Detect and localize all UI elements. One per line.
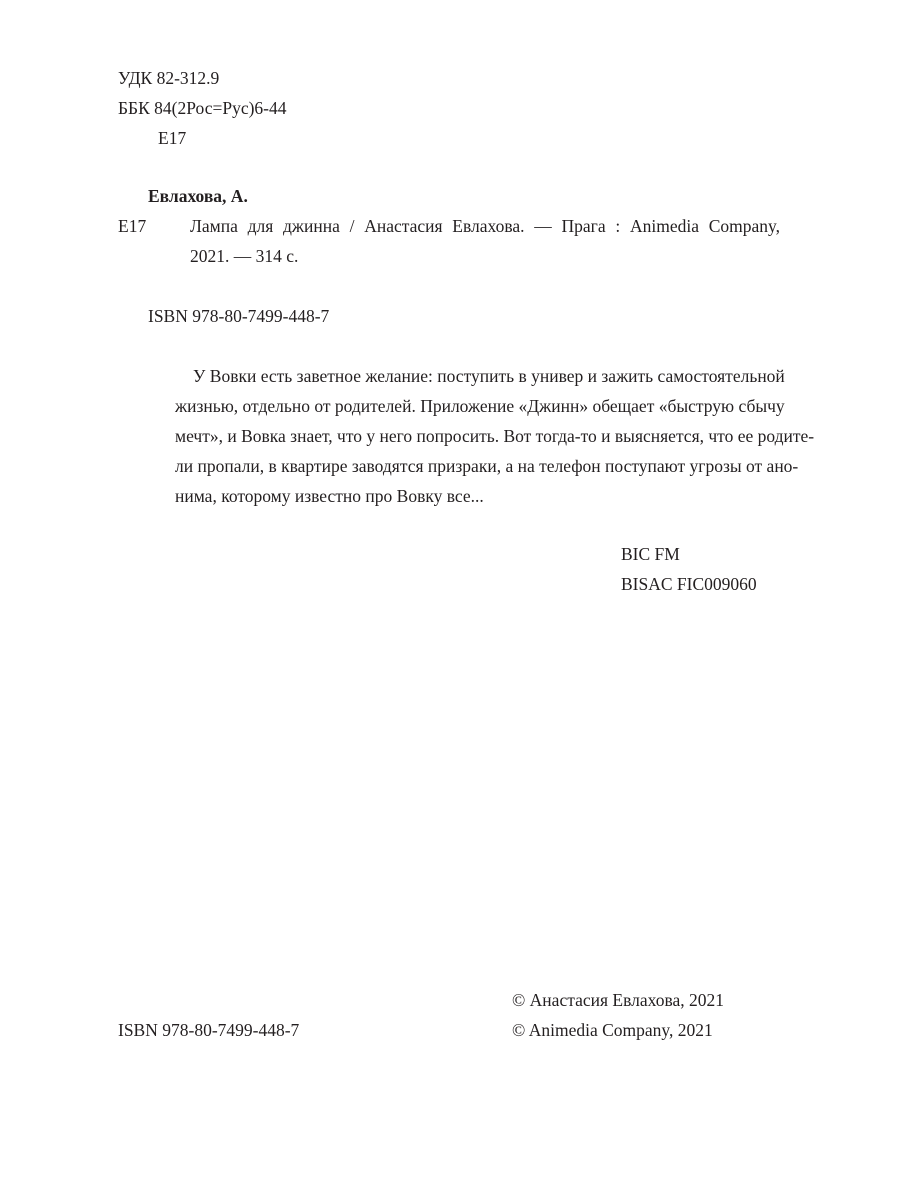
copyright-publisher: © Animedia Company, 2021 (512, 1020, 713, 1040)
abstract-line: ли пропали, в квартире заводятся призраки, а на телефон поступают угрозы от ано- (175, 456, 799, 476)
abstract-line: У Вовки есть заветное желание: поступить в универ и зажить самостоятельной (193, 366, 785, 386)
isbn-bottom: ISBN 978-80-7499-448-7 (118, 1020, 300, 1040)
abstract-line: мечт», и Вовка знает, что у него попросить. Вот тогда-то и выясняется, что ее родите- (175, 426, 815, 446)
isbn-top: ISBN 978-80-7499-448-7 (148, 306, 330, 326)
abstract-line: жизнью, отдельно от родителей. Приложение «Джинн» обещает «быструю сбычу (175, 396, 785, 416)
author-heading: Евлахова, А. (148, 186, 248, 206)
bic-code: BIC FM (621, 544, 680, 564)
record-sign: Е17 (118, 216, 147, 236)
abstract-line: нима, которому известно про Вовку все... (175, 486, 484, 506)
bbk-code: ББК 84(2Рос=Рус)6-44 (118, 98, 287, 118)
author-sign: Е17 (158, 128, 187, 148)
bibliographic-record-line2: 2021. — 314 с. (190, 246, 299, 266)
udk-code: УДК 82-312.9 (118, 68, 220, 88)
bibliographic-record-line1: Лампа для джинна / Анастасия Евлахова. — Прага : Animedia Company, (190, 216, 780, 236)
copyright-author: © Анастасия Евлахова, 2021 (512, 990, 724, 1010)
bisac-code: BISAC FIC009060 (621, 574, 757, 594)
